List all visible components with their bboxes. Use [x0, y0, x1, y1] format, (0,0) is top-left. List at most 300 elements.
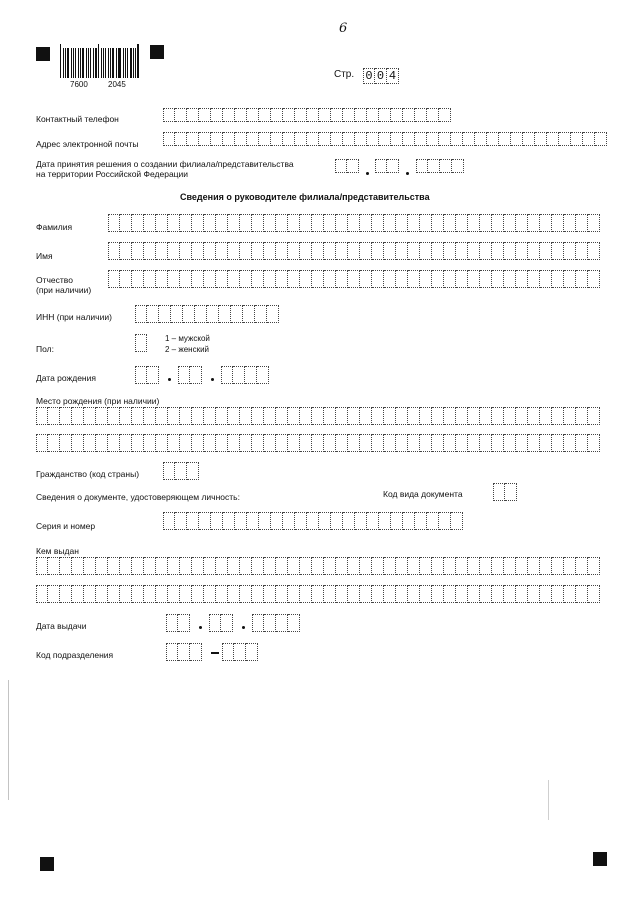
- char-cell[interactable]: [108, 585, 120, 603]
- char-cell[interactable]: [403, 132, 415, 146]
- char-cell[interactable]: [324, 270, 336, 288]
- char-cell[interactable]: [576, 407, 588, 425]
- char-cell[interactable]: [108, 214, 120, 232]
- char-cell[interactable]: [552, 214, 564, 232]
- char-cell[interactable]: [312, 434, 324, 452]
- char-cell[interactable]: [216, 407, 228, 425]
- char-cell[interactable]: [264, 214, 276, 232]
- char-cell[interactable]: [300, 242, 312, 260]
- char-cell[interactable]: [276, 407, 288, 425]
- char-cell[interactable]: [271, 132, 283, 146]
- char-cell[interactable]: [324, 434, 336, 452]
- char-cell[interactable]: [199, 132, 211, 146]
- decision-date-day[interactable]: [335, 159, 359, 175]
- char-cell[interactable]: [221, 366, 233, 384]
- char-cell[interactable]: [288, 434, 300, 452]
- char-cell[interactable]: [439, 132, 451, 146]
- char-cell[interactable]: [408, 434, 420, 452]
- char-cell[interactable]: [166, 643, 178, 661]
- char-cell[interactable]: [444, 557, 456, 575]
- char-cell[interactable]: [221, 614, 233, 632]
- char-cell[interactable]: [492, 434, 504, 452]
- char-cell[interactable]: [192, 434, 204, 452]
- char-cell[interactable]: [120, 270, 132, 288]
- char-cell[interactable]: [480, 214, 492, 232]
- char-cell[interactable]: [372, 270, 384, 288]
- char-cell[interactable]: [493, 483, 505, 501]
- doc-type-code-input[interactable]: [493, 483, 517, 499]
- char-cell[interactable]: [336, 434, 348, 452]
- char-cell[interactable]: [247, 132, 259, 146]
- char-cell[interactable]: [180, 434, 192, 452]
- char-cell[interactable]: [252, 614, 264, 632]
- char-cell[interactable]: [480, 242, 492, 260]
- char-cell[interactable]: [468, 557, 480, 575]
- char-cell[interactable]: [288, 585, 300, 603]
- char-cell[interactable]: [252, 242, 264, 260]
- char-cell[interactable]: [475, 132, 487, 146]
- char-cell[interactable]: [540, 407, 552, 425]
- char-cell[interactable]: [428, 159, 440, 173]
- char-cell[interactable]: [300, 214, 312, 232]
- char-cell[interactable]: [300, 434, 312, 452]
- char-cell[interactable]: [372, 434, 384, 452]
- char-cell[interactable]: [468, 407, 480, 425]
- char-cell[interactable]: [588, 242, 600, 260]
- char-cell[interactable]: [108, 242, 120, 260]
- char-cell[interactable]: [420, 242, 432, 260]
- char-cell[interactable]: [355, 108, 367, 122]
- char-cell[interactable]: [204, 242, 216, 260]
- char-cell[interactable]: [355, 512, 367, 530]
- char-cell[interactable]: [259, 512, 271, 530]
- char-cell[interactable]: [348, 585, 360, 603]
- char-cell[interactable]: [576, 214, 588, 232]
- char-cell[interactable]: [499, 132, 511, 146]
- char-cell[interactable]: [156, 407, 168, 425]
- char-cell[interactable]: [588, 585, 600, 603]
- char-cell[interactable]: [192, 557, 204, 575]
- char-cell[interactable]: [504, 557, 516, 575]
- char-cell[interactable]: [468, 214, 480, 232]
- char-cell[interactable]: [535, 132, 547, 146]
- char-cell[interactable]: [384, 557, 396, 575]
- char-cell[interactable]: [271, 512, 283, 530]
- char-cell[interactable]: [564, 270, 576, 288]
- char-cell[interactable]: [516, 434, 528, 452]
- char-cell[interactable]: [595, 132, 607, 146]
- char-cell[interactable]: [240, 407, 252, 425]
- char-cell[interactable]: [168, 434, 180, 452]
- char-cell[interactable]: [564, 242, 576, 260]
- char-cell[interactable]: [132, 214, 144, 232]
- char-cell[interactable]: [267, 305, 279, 323]
- char-cell[interactable]: [192, 407, 204, 425]
- char-cell[interactable]: [420, 585, 432, 603]
- char-cell[interactable]: [163, 462, 175, 480]
- inn-input[interactable]: [135, 305, 279, 321]
- char-cell[interactable]: [523, 132, 535, 146]
- char-cell[interactable]: [528, 214, 540, 232]
- char-cell[interactable]: [228, 585, 240, 603]
- char-cell[interactable]: [264, 434, 276, 452]
- char-cell[interactable]: [505, 483, 517, 501]
- decision-date-month[interactable]: [375, 159, 399, 175]
- char-cell[interactable]: [516, 557, 528, 575]
- char-cell[interactable]: [156, 270, 168, 288]
- char-cell[interactable]: [204, 214, 216, 232]
- char-cell[interactable]: [387, 159, 399, 173]
- char-cell[interactable]: [96, 434, 108, 452]
- char-cell[interactable]: [159, 305, 171, 323]
- char-cell[interactable]: [48, 585, 60, 603]
- char-cell[interactable]: [588, 214, 600, 232]
- char-cell[interactable]: [190, 366, 202, 384]
- char-cell[interactable]: [552, 270, 564, 288]
- char-cell[interactable]: [336, 242, 348, 260]
- char-cell[interactable]: [264, 585, 276, 603]
- char-cell[interactable]: [355, 132, 367, 146]
- char-cell[interactable]: [187, 512, 199, 530]
- char-cell[interactable]: [552, 407, 564, 425]
- char-cell[interactable]: [187, 108, 199, 122]
- char-cell[interactable]: [144, 242, 156, 260]
- char-cell[interactable]: [348, 407, 360, 425]
- char-cell[interactable]: [132, 557, 144, 575]
- char-cell[interactable]: [223, 512, 235, 530]
- char-cell[interactable]: [540, 585, 552, 603]
- char-cell[interactable]: [440, 159, 452, 173]
- char-cell[interactable]: [84, 585, 96, 603]
- char-cell[interactable]: [163, 108, 175, 122]
- char-cell[interactable]: [295, 108, 307, 122]
- char-cell[interactable]: [547, 132, 559, 146]
- char-cell[interactable]: [403, 512, 415, 530]
- char-cell[interactable]: [178, 614, 190, 632]
- char-cell[interactable]: [307, 512, 319, 530]
- char-cell[interactable]: [528, 557, 540, 575]
- char-cell[interactable]: [180, 242, 192, 260]
- char-cell[interactable]: [171, 305, 183, 323]
- char-cell[interactable]: [183, 305, 195, 323]
- char-cell[interactable]: [228, 557, 240, 575]
- char-cell[interactable]: [223, 132, 235, 146]
- char-cell[interactable]: [228, 270, 240, 288]
- char-cell[interactable]: [324, 242, 336, 260]
- char-cell[interactable]: [331, 108, 343, 122]
- char-cell[interactable]: [348, 557, 360, 575]
- issue-date-day[interactable]: [166, 614, 190, 630]
- char-cell[interactable]: [408, 214, 420, 232]
- char-cell[interactable]: [211, 108, 223, 122]
- phone-input[interactable]: [163, 108, 451, 124]
- char-cell[interactable]: [343, 108, 355, 122]
- char-cell[interactable]: [463, 132, 475, 146]
- char-cell[interactable]: [360, 585, 372, 603]
- char-cell[interactable]: [60, 434, 72, 452]
- char-cell[interactable]: [432, 270, 444, 288]
- char-cell[interactable]: [264, 614, 276, 632]
- char-cell[interactable]: [252, 585, 264, 603]
- char-cell[interactable]: [192, 242, 204, 260]
- char-cell[interactable]: [312, 214, 324, 232]
- char-cell[interactable]: [72, 407, 84, 425]
- char-cell[interactable]: [456, 585, 468, 603]
- char-cell[interactable]: [372, 557, 384, 575]
- char-cell[interactable]: [120, 407, 132, 425]
- char-cell[interactable]: [343, 512, 355, 530]
- char-cell[interactable]: [576, 585, 588, 603]
- char-cell[interactable]: [283, 132, 295, 146]
- char-cell[interactable]: [396, 214, 408, 232]
- char-cell[interactable]: [408, 585, 420, 603]
- birth-date-year[interactable]: [221, 366, 269, 382]
- char-cell[interactable]: [336, 270, 348, 288]
- birth-date-month[interactable]: [178, 366, 202, 382]
- char-cell[interactable]: [492, 242, 504, 260]
- char-cell[interactable]: [516, 242, 528, 260]
- char-cell[interactable]: [216, 557, 228, 575]
- char-cell[interactable]: [331, 132, 343, 146]
- char-cell[interactable]: [204, 585, 216, 603]
- issue-date-year[interactable]: [252, 614, 300, 630]
- char-cell[interactable]: [84, 434, 96, 452]
- char-cell[interactable]: [252, 214, 264, 232]
- char-cell[interactable]: [135, 366, 147, 384]
- char-cell[interactable]: [283, 108, 295, 122]
- char-cell[interactable]: [324, 585, 336, 603]
- char-cell[interactable]: [427, 132, 439, 146]
- char-cell[interactable]: [288, 270, 300, 288]
- char-cell[interactable]: [480, 557, 492, 575]
- char-cell[interactable]: [480, 434, 492, 452]
- char-cell[interactable]: [343, 132, 355, 146]
- char-cell[interactable]: [391, 512, 403, 530]
- char-cell[interactable]: [456, 214, 468, 232]
- char-cell[interactable]: [108, 557, 120, 575]
- char-cell[interactable]: [480, 270, 492, 288]
- char-cell[interactable]: [439, 108, 451, 122]
- char-cell[interactable]: [408, 242, 420, 260]
- char-cell[interactable]: [147, 305, 159, 323]
- char-cell[interactable]: [300, 557, 312, 575]
- char-cell[interactable]: [219, 305, 231, 323]
- char-cell[interactable]: [348, 242, 360, 260]
- char-cell[interactable]: [312, 557, 324, 575]
- char-cell[interactable]: [228, 407, 240, 425]
- char-cell[interactable]: [36, 557, 48, 575]
- char-cell[interactable]: [180, 585, 192, 603]
- char-cell[interactable]: [259, 132, 271, 146]
- char-cell[interactable]: [240, 434, 252, 452]
- char-cell[interactable]: [540, 242, 552, 260]
- char-cell[interactable]: [60, 407, 72, 425]
- char-cell[interactable]: [367, 108, 379, 122]
- char-cell[interactable]: [588, 434, 600, 452]
- char-cell[interactable]: [228, 434, 240, 452]
- char-cell[interactable]: [348, 214, 360, 232]
- char-cell[interactable]: [168, 242, 180, 260]
- char-cell[interactable]: [156, 434, 168, 452]
- char-cell[interactable]: [300, 585, 312, 603]
- char-cell[interactable]: [228, 214, 240, 232]
- char-cell[interactable]: [257, 366, 269, 384]
- char-cell[interactable]: [516, 407, 528, 425]
- char-cell[interactable]: [178, 643, 190, 661]
- char-cell[interactable]: [415, 512, 427, 530]
- char-cell[interactable]: [245, 366, 257, 384]
- char-cell[interactable]: [372, 214, 384, 232]
- char-cell[interactable]: [468, 585, 480, 603]
- char-cell[interactable]: [108, 407, 120, 425]
- char-cell[interactable]: [415, 108, 427, 122]
- char-cell[interactable]: [312, 242, 324, 260]
- char-cell[interactable]: [276, 242, 288, 260]
- char-cell[interactable]: [144, 214, 156, 232]
- char-cell[interactable]: [246, 643, 258, 661]
- char-cell[interactable]: [360, 557, 372, 575]
- char-cell[interactable]: [552, 434, 564, 452]
- char-cell[interactable]: [420, 214, 432, 232]
- char-cell[interactable]: [156, 585, 168, 603]
- char-cell[interactable]: [451, 132, 463, 146]
- char-cell[interactable]: [223, 108, 235, 122]
- char-cell[interactable]: [195, 305, 207, 323]
- char-cell[interactable]: [379, 132, 391, 146]
- email-input[interactable]: [163, 132, 607, 148]
- char-cell[interactable]: [452, 159, 464, 173]
- char-cell[interactable]: [259, 108, 271, 122]
- char-cell[interactable]: [199, 108, 211, 122]
- char-cell[interactable]: [36, 434, 48, 452]
- char-cell[interactable]: [276, 434, 288, 452]
- char-cell[interactable]: [144, 407, 156, 425]
- char-cell[interactable]: [408, 270, 420, 288]
- char-cell[interactable]: [360, 242, 372, 260]
- char-cell[interactable]: [456, 434, 468, 452]
- char-cell[interactable]: [168, 585, 180, 603]
- char-cell[interactable]: [360, 434, 372, 452]
- char-cell[interactable]: [403, 108, 415, 122]
- char-cell[interactable]: [132, 585, 144, 603]
- char-cell[interactable]: [432, 242, 444, 260]
- char-cell[interactable]: [331, 512, 343, 530]
- char-cell[interactable]: [408, 407, 420, 425]
- char-cell[interactable]: [204, 434, 216, 452]
- char-cell[interactable]: [240, 557, 252, 575]
- char-cell[interactable]: [540, 434, 552, 452]
- char-cell[interactable]: [207, 305, 219, 323]
- char-cell[interactable]: [175, 108, 187, 122]
- char-cell[interactable]: [528, 407, 540, 425]
- char-cell[interactable]: [120, 242, 132, 260]
- char-cell[interactable]: [559, 132, 571, 146]
- char-cell[interactable]: [516, 270, 528, 288]
- char-cell[interactable]: [576, 434, 588, 452]
- char-cell[interactable]: [216, 214, 228, 232]
- char-cell[interactable]: [576, 557, 588, 575]
- char-cell[interactable]: [516, 214, 528, 232]
- char-cell[interactable]: [319, 512, 331, 530]
- char-cell[interactable]: [240, 214, 252, 232]
- char-cell[interactable]: [144, 557, 156, 575]
- char-cell[interactable]: [288, 242, 300, 260]
- char-cell[interactable]: [384, 407, 396, 425]
- char-cell[interactable]: [372, 585, 384, 603]
- char-cell[interactable]: [175, 512, 187, 530]
- char-cell[interactable]: [252, 270, 264, 288]
- char-cell[interactable]: [528, 585, 540, 603]
- char-cell[interactable]: [432, 407, 444, 425]
- char-cell[interactable]: [552, 585, 564, 603]
- char-cell[interactable]: [396, 557, 408, 575]
- char-cell[interactable]: [571, 132, 583, 146]
- char-cell[interactable]: [420, 557, 432, 575]
- char-cell[interactable]: [209, 614, 221, 632]
- char-cell[interactable]: [135, 334, 147, 352]
- char-cell[interactable]: [234, 643, 246, 661]
- char-cell[interactable]: [319, 108, 331, 122]
- char-cell[interactable]: [211, 512, 223, 530]
- sex-input[interactable]: [135, 334, 147, 350]
- char-cell[interactable]: [276, 614, 288, 632]
- char-cell[interactable]: [348, 434, 360, 452]
- char-cell[interactable]: [420, 434, 432, 452]
- birth-date-day[interactable]: [135, 366, 159, 382]
- char-cell[interactable]: [336, 557, 348, 575]
- char-cell[interactable]: [444, 214, 456, 232]
- char-cell[interactable]: [439, 512, 451, 530]
- char-cell[interactable]: [312, 585, 324, 603]
- char-cell[interactable]: [180, 270, 192, 288]
- char-cell[interactable]: [396, 270, 408, 288]
- char-cell[interactable]: [276, 270, 288, 288]
- char-cell[interactable]: [190, 643, 202, 661]
- char-cell[interactable]: [564, 557, 576, 575]
- birth-place-input-line1[interactable]: [36, 407, 600, 423]
- char-cell[interactable]: [480, 407, 492, 425]
- char-cell[interactable]: [120, 214, 132, 232]
- char-cell[interactable]: [588, 407, 600, 425]
- char-cell[interactable]: [163, 512, 175, 530]
- char-cell[interactable]: [36, 585, 48, 603]
- char-cell[interactable]: [166, 614, 178, 632]
- char-cell[interactable]: [432, 585, 444, 603]
- char-cell[interactable]: [163, 132, 175, 146]
- char-cell[interactable]: [60, 585, 72, 603]
- char-cell[interactable]: [120, 557, 132, 575]
- char-cell[interactable]: [540, 214, 552, 232]
- char-cell[interactable]: [456, 557, 468, 575]
- birth-place-input-line2[interactable]: [36, 434, 600, 450]
- char-cell[interactable]: [175, 462, 187, 480]
- char-cell[interactable]: [48, 557, 60, 575]
- char-cell[interactable]: [319, 132, 331, 146]
- char-cell[interactable]: [233, 366, 245, 384]
- char-cell[interactable]: [255, 305, 267, 323]
- char-cell[interactable]: [335, 159, 347, 173]
- char-cell[interactable]: [60, 557, 72, 575]
- char-cell[interactable]: [432, 557, 444, 575]
- char-cell[interactable]: [187, 462, 199, 480]
- char-cell[interactable]: [324, 557, 336, 575]
- char-cell[interactable]: [552, 242, 564, 260]
- char-cell[interactable]: [192, 214, 204, 232]
- char-cell[interactable]: [231, 305, 243, 323]
- char-cell[interactable]: [468, 434, 480, 452]
- char-cell[interactable]: [396, 407, 408, 425]
- char-cell[interactable]: [36, 407, 48, 425]
